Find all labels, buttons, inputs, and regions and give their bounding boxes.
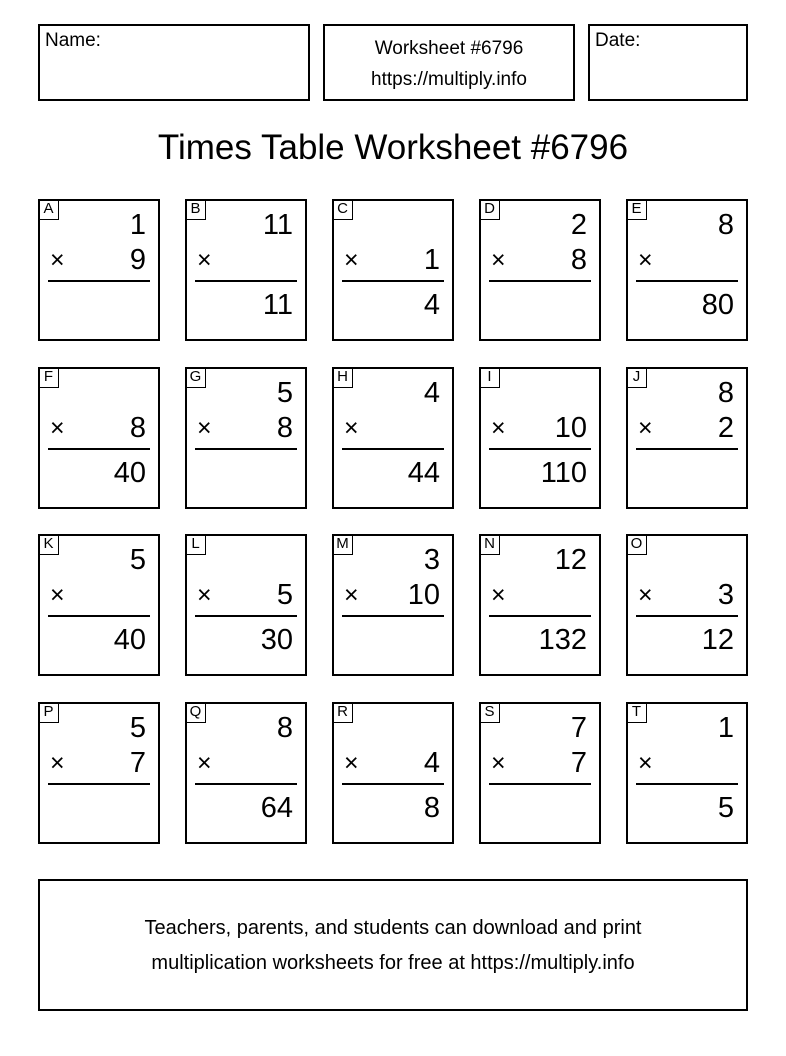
problem-letter: Q: [185, 702, 206, 723]
problem-card: [626, 199, 748, 341]
problem-card: [38, 199, 160, 341]
problem-card: [479, 534, 601, 676]
multiply-sign: ×: [50, 246, 65, 274]
problem-letter: O: [626, 534, 647, 555]
date-label: Date:: [595, 30, 641, 51]
problem-answer: 4: [423, 289, 440, 321]
problem-top: 8: [717, 376, 734, 409]
problem-answer: 11: [262, 289, 293, 321]
footer-line-2: multiplication worksheets for free at https://multiply.info: [151, 952, 635, 974]
problem-letter: P: [38, 702, 59, 723]
multiply-sign: ×: [638, 581, 653, 609]
problem-top: 8: [276, 711, 293, 744]
problem-letter: J: [626, 367, 647, 388]
answer-line: [342, 615, 444, 617]
multiply-sign: ×: [344, 246, 359, 274]
problem-bottom: 10: [554, 411, 587, 444]
problem-top: 1: [717, 711, 734, 744]
answer-line: [48, 783, 150, 785]
problem-card: [479, 702, 601, 844]
multiply-sign: ×: [197, 581, 212, 609]
problem-letter: R: [332, 702, 353, 723]
multiply-sign: ×: [50, 581, 65, 609]
worksheet-id-box: [323, 24, 575, 101]
problem-answer: 64: [260, 791, 293, 824]
problem-bottom: 8: [129, 411, 146, 444]
worksheet-id: Worksheet #6796: [374, 38, 524, 59]
multiply-sign: ×: [638, 413, 653, 442]
problem-top: 5: [129, 544, 146, 576]
problem-letter: G: [185, 367, 206, 388]
problem-letter: H: [332, 367, 353, 388]
problem-letter: S: [479, 702, 500, 723]
problem-bottom: 8: [276, 411, 293, 444]
problem-letter: C: [332, 199, 353, 220]
problem-card: [332, 199, 454, 341]
problem-letter: B: [185, 199, 206, 220]
name-field-box: [38, 24, 310, 101]
footer-line-1: Teachers, parents, and students can download and print: [144, 917, 642, 939]
name-label: Name:: [45, 30, 101, 51]
problem-top: 1: [129, 209, 146, 241]
problem-top: 7: [570, 711, 587, 744]
answer-line: [195, 615, 297, 617]
problem-answer: 30: [260, 624, 293, 656]
problem-bottom: 3: [717, 579, 734, 611]
problem-card: [626, 367, 748, 509]
problem-bottom: 2: [717, 411, 734, 444]
problem-card: [332, 702, 454, 844]
problem-top: 8: [717, 209, 734, 241]
problem-card: [626, 534, 748, 676]
problem-answer: 8: [423, 791, 440, 824]
problem-letter: A: [38, 199, 59, 220]
problem-answer: 12: [701, 624, 734, 656]
answer-line: [636, 783, 738, 785]
problem-answer: 40: [113, 456, 146, 489]
problem-letter: F: [38, 367, 59, 388]
problem-letter: L: [185, 534, 206, 555]
answer-line: [342, 783, 444, 785]
problem-answer: 5: [717, 791, 734, 824]
answer-line: [489, 280, 591, 282]
answer-line: [195, 448, 297, 450]
problem-bottom: 8: [570, 244, 587, 276]
problem-top: 12: [554, 544, 587, 576]
answer-line: [195, 280, 297, 282]
problem-letter: K: [38, 534, 59, 555]
problem-bottom: 7: [129, 746, 146, 779]
answer-line: [195, 783, 297, 785]
problem-card: [38, 367, 160, 509]
multiply-sign: ×: [344, 413, 359, 442]
page-title: Times Table Worksheet #6796: [157, 128, 629, 167]
multiply-sign: ×: [491, 581, 506, 609]
answer-line: [48, 280, 150, 282]
multiply-sign: ×: [197, 246, 212, 274]
date-field-box: [588, 24, 748, 101]
answer-line: [636, 615, 738, 617]
problem-card: [332, 367, 454, 509]
answer-line: [342, 448, 444, 450]
problem-bottom: 4: [423, 746, 440, 779]
problem-card: [185, 702, 307, 844]
multiply-sign: ×: [197, 413, 212, 442]
answer-line: [48, 615, 150, 617]
problem-answer: 132: [538, 624, 587, 656]
problem-answer: 110: [540, 456, 587, 489]
problem-top: 5: [129, 711, 146, 744]
problem-letter: M: [332, 534, 353, 555]
problem-top: 2: [570, 209, 587, 241]
multiply-sign: ×: [344, 748, 359, 777]
multiply-sign: ×: [344, 581, 359, 609]
multiply-sign: ×: [491, 246, 506, 274]
problem-card: [185, 534, 307, 676]
problem-top: 3: [423, 544, 440, 576]
problem-answer: 44: [407, 456, 440, 489]
problem-bottom: 5: [276, 579, 293, 611]
problem-top: 5: [276, 376, 293, 409]
multiply-sign: ×: [197, 748, 212, 777]
problem-card: [479, 367, 601, 509]
problem-card: [479, 199, 601, 341]
answer-line: [489, 783, 591, 785]
problem-bottom: 9: [129, 244, 146, 276]
problem-answer: 80: [701, 289, 734, 321]
problem-card: [185, 367, 307, 509]
problem-bottom: 7: [570, 746, 587, 779]
problem-card: [38, 534, 160, 676]
problem-answer: 40: [113, 624, 146, 656]
multiply-sign: ×: [50, 413, 65, 442]
problem-letter: I: [479, 367, 500, 388]
answer-line: [636, 448, 738, 450]
problem-bottom: 10: [407, 579, 440, 611]
problem-letter: E: [626, 199, 647, 220]
answer-line: [489, 448, 591, 450]
multiply-sign: ×: [638, 748, 653, 777]
problem-top: 11: [262, 209, 293, 241]
problem-letter: N: [479, 534, 500, 555]
answer-line: [48, 448, 150, 450]
problem-card: [626, 702, 748, 844]
multiply-sign: ×: [50, 748, 65, 777]
answer-line: [636, 280, 738, 282]
multiply-sign: ×: [491, 748, 506, 777]
answer-line: [342, 280, 444, 282]
problem-card: [332, 534, 454, 676]
problem-top: 4: [423, 376, 440, 409]
footer-box: [38, 879, 748, 1011]
multiply-sign: ×: [638, 246, 653, 274]
problem-letter: T: [626, 702, 647, 723]
multiply-sign: ×: [491, 413, 506, 442]
answer-line: [489, 615, 591, 617]
problem-card: [185, 199, 307, 341]
problem-letter: D: [479, 199, 500, 220]
problem-bottom: 1: [423, 244, 440, 276]
website-url: https://multiply.info: [371, 69, 527, 90]
problem-card: [38, 702, 160, 844]
